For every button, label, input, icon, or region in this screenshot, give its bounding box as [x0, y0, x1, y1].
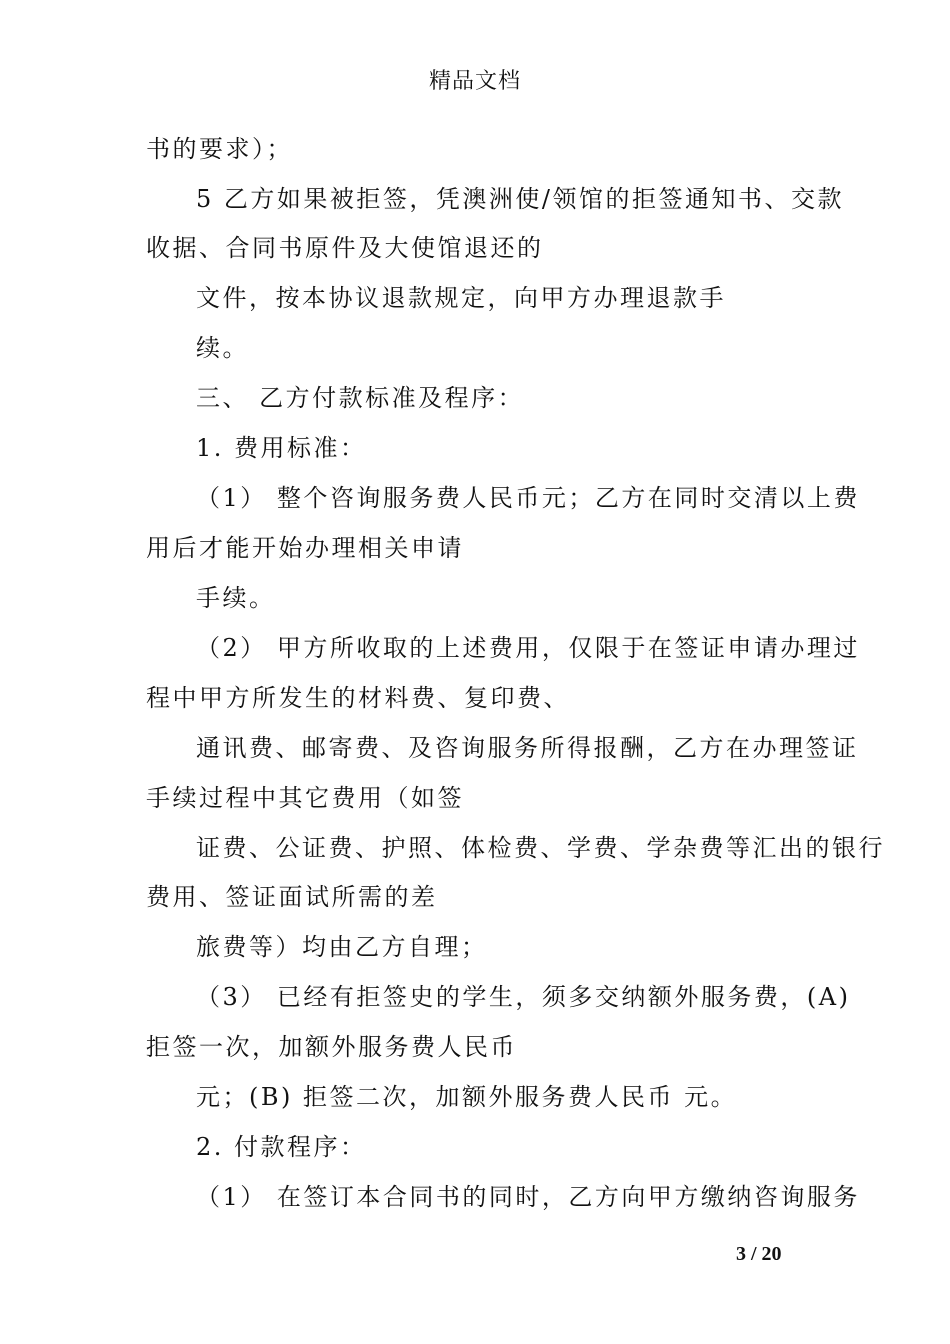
text-line: 旅费等）均由乙方自理；: [196, 933, 488, 961]
text-line: 证费、公证费、护照、体检费、学费、学杂费等汇出的银行: [196, 834, 885, 862]
page-header: 精品文档: [428, 69, 521, 94]
text-line: 费用、签证面试所需的差: [146, 883, 438, 911]
text-line: 续。: [196, 334, 249, 362]
page-number: 3 / 20: [736, 1243, 782, 1265]
text-line: （1） 在签订本合同书的同时，乙方向甲方缴纳咨询服务: [196, 1183, 860, 1211]
text-line: 5 乙方如果被拒签，凭澳洲使/领馆的拒签通知书、交款: [196, 185, 844, 213]
text-line: 2. 付款程序：: [196, 1133, 367, 1161]
text-line: 收据、合同书原件及大使馆退还的: [146, 234, 544, 262]
text-line: （1） 整个咨询服务费人民币元；乙方在同时交清以上费: [196, 484, 860, 512]
text-line: 书的要求）；: [146, 135, 293, 163]
text-line: 文件，按本协议退款规定，向甲方办理退款手: [196, 284, 726, 312]
text-line: 元；(B) 拒签二次，加额外服务费人民币 元。: [196, 1083, 738, 1111]
text-line: 用后才能开始办理相关申请: [146, 534, 464, 562]
text-line: 三、 乙方付款标准及程序：: [196, 384, 525, 412]
text-line: 1. 费用标准：: [196, 434, 367, 462]
text-line: 手续过程中其它费用（如签: [146, 784, 464, 812]
text-line: （3） 已经有拒签史的学生，须多交纳额外服务费，(A): [196, 983, 851, 1011]
text-line: 通讯费、邮寄费、及咨询服务所得报酬，乙方在办理签证: [196, 734, 859, 762]
text-line: （2） 甲方所收取的上述费用，仅限于在签证申请办理过: [196, 634, 860, 662]
text-line: 拒签一次，加额外服务费人民币: [146, 1033, 517, 1061]
text-line: 手续。: [196, 584, 276, 612]
text-line: 程中甲方所发生的材料费、复印费、: [146, 684, 570, 712]
